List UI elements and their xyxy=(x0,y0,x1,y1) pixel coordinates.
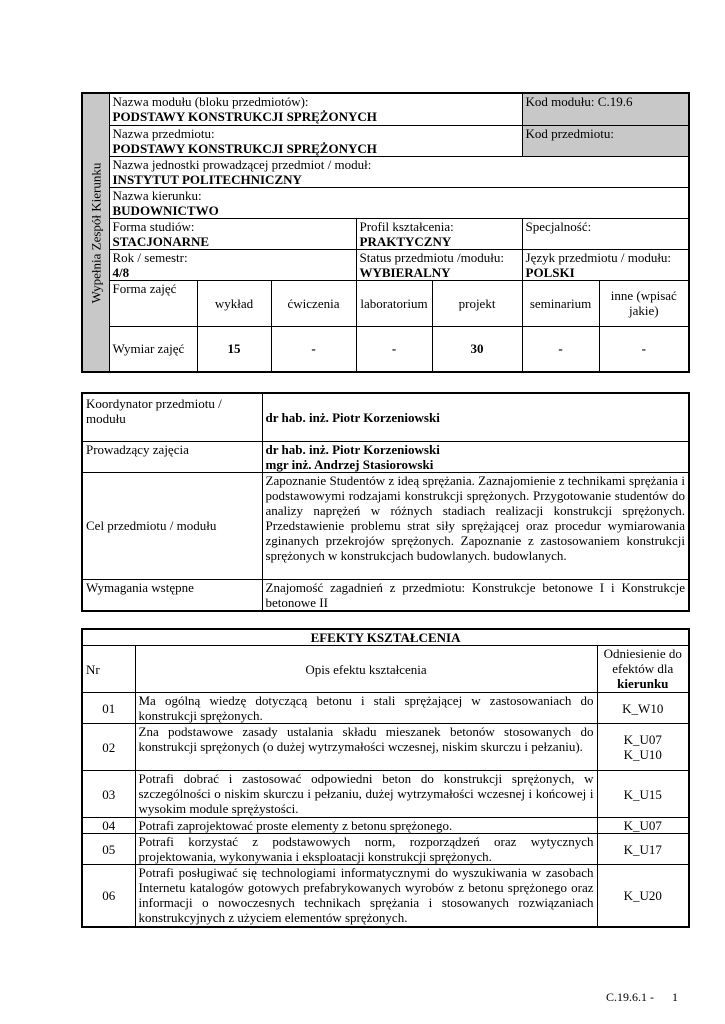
page-footer xyxy=(606,990,678,1005)
hours-laboratory: - xyxy=(356,326,432,372)
outcome-ref: K_U15 xyxy=(623,786,662,802)
page-number: 1 xyxy=(672,990,678,1004)
status-label: Status przedmiotu /modułu: xyxy=(359,249,504,265)
outcome-nr: 03 xyxy=(82,771,135,818)
outcome-row xyxy=(82,724,689,771)
side-label: Wypełnia Zespół Kierunku xyxy=(88,162,104,303)
coordinator-label: Koordynator przedmiotu / modułu xyxy=(82,393,262,441)
col-desc: Opis efektu kształcenia xyxy=(135,646,597,693)
coordinator-value: dr hab. inż. Piotr Korzeniowski xyxy=(262,393,689,441)
outcome-desc: Potrafi korzystać z podstawowych norm, rozporządzeń oraz wytycznych projektowania, wykonywania i eksploatacji konstrukcji sprężonych. xyxy=(135,834,597,865)
outcome-ref: K_U07 xyxy=(623,732,662,747)
form-lecture: wykład xyxy=(197,280,271,326)
form-laboratory: laboratorium xyxy=(356,280,432,326)
outcome-row xyxy=(82,771,689,818)
module-info-table xyxy=(81,92,690,373)
subject-name-value: PODSTAWY KONSTRUKCJI SPRĘŻONYCH xyxy=(112,140,377,156)
subject-name-label: Nazwa przedmiotu: xyxy=(112,125,215,141)
hours-label: Wymiar zajęć xyxy=(109,326,197,372)
goal-label: Cel przedmiotu / modułu xyxy=(82,472,262,579)
field-value: BUDOWNICTWO xyxy=(112,202,219,218)
year-value: 4/8 xyxy=(112,264,130,280)
specialty-label: Specjalność: xyxy=(525,218,592,234)
outcome-ref: K_U20 xyxy=(623,887,662,903)
requirements-label: Wymagania wstępne xyxy=(82,579,262,611)
course-details-table xyxy=(81,392,690,612)
subject-code-label: Kod przedmiotu: xyxy=(522,125,689,156)
field-label: Nazwa kierunku: xyxy=(112,187,202,203)
col-nr: Nr xyxy=(82,646,135,693)
outcome-desc: Potrafi zaprojektować proste elementy z betonu sprężonego. xyxy=(135,818,597,834)
outcome-nr: 01 xyxy=(82,693,135,724)
hours-lecture: 15 xyxy=(197,326,271,372)
instructors-label: Prowadzący zajęcia xyxy=(82,441,262,472)
form-project: projekt xyxy=(432,280,522,326)
hours-project: 30 xyxy=(432,326,522,372)
language-label: Język przedmiotu / modułu: xyxy=(525,249,672,265)
instructor-1: dr hab. inż. Piotr Korzeniowski xyxy=(265,441,440,457)
outcome-desc: Ma ogólną wiedzę dotyczącą betonu i stali sprężającej w zastosowaniach do konstrukcji sprężonych. xyxy=(135,693,597,724)
outcome-desc: Zna podstawowe zasady ustalania składu mieszanek betonów stosowanych do konstrukcji sprężonych (o dużej wytrzymałości wczesnej, niskim skurczu i pełzaniu). xyxy=(135,724,597,771)
form-exercises: ćwiczenia xyxy=(271,280,356,326)
outcome-nr: 02 xyxy=(82,724,135,771)
form-seminar: seminarium xyxy=(522,280,599,326)
unit-value: INSTYTUT POLITECHNICZNY xyxy=(112,171,302,187)
module-name-value: PODSTAWY KONSTRUKCJI SPRĘŻONYCH xyxy=(112,109,377,124)
outcome-row xyxy=(82,693,689,724)
outcome-desc: Potrafi dobrać i zastosować odpowiedni beton do konstrukcji sprężonych, w szczególności o niskim skurczu i pełzaniu, dużej wytrzymałości wczesnej i końcowej i wysokim module sprężystości. xyxy=(135,771,597,818)
study-form-label: Forma studiów: xyxy=(112,218,195,234)
outcome-nr: 06 xyxy=(82,865,135,927)
footer-code: C.19.6.1 - xyxy=(606,990,654,1004)
outcome-row xyxy=(82,865,689,927)
instructor-2: mgr inż. Andrzej Stasiorowski xyxy=(265,456,434,472)
status-value: WYBIERALNY xyxy=(359,264,451,280)
learning-outcomes-table xyxy=(81,628,690,928)
hours-exercises: - xyxy=(271,326,356,372)
col-ref: Odniesienie do efektów dla xyxy=(603,646,682,676)
outcome-ref: K_U07 xyxy=(623,818,662,833)
profile-value: PRAKTYCZNY xyxy=(359,233,452,249)
hours-seminar: - xyxy=(522,326,599,372)
outcome-ref: K_U17 xyxy=(623,841,662,857)
side-label-cell xyxy=(82,93,109,372)
outcome-nr: 04 xyxy=(82,818,135,834)
outcome-nr: 05 xyxy=(82,834,135,865)
profile-label: Profil kształcenia: xyxy=(359,218,454,234)
study-form-value: STACJONARNE xyxy=(112,233,210,249)
outcomes-title: EFEKTY KSZTAŁCENIA xyxy=(82,629,689,646)
outcome-row xyxy=(82,818,689,834)
goal-value: Zapoznanie Studentów z ideą sprężania. Zaznajomienie z technikami sprężania i podstawowymi rodzajami konstrukcji sprężonych. Przygotowanie studentów do analizy naprężeń w różnych stadiach realizacji konstrukcji sprężonych. Przedstawienie problemu strat siły sprężającej oraz procedur wymiarowania zginanych przekrojów sprężonych. Zapoznanie z zastosowaniem konstrukcji sprężonych w konstrukcjach budowlanych. budowlanych. xyxy=(262,472,689,579)
language-value: POLSKI xyxy=(525,264,575,280)
module-name-label: Nazwa modułu (bloku przedmiotów): xyxy=(112,94,309,109)
outcome-ref: K_W10 xyxy=(622,700,664,716)
outcome-row xyxy=(82,834,689,865)
form-label: Forma zajęć xyxy=(109,280,197,326)
form-other: inne (wpisać jakie) xyxy=(599,280,689,326)
outcome-ref: K_U10 xyxy=(623,747,662,762)
hours-other: - xyxy=(599,326,689,372)
module-code: Kod modułu: C.19.6 xyxy=(522,93,689,125)
col-ref-bold: kierunku xyxy=(617,676,669,691)
outcome-desc: Potrafi posługiwać się technologiami informatycznymi do wyszukiwania w zasobach Internetu katalogów gotowych prefabrykowanych wyrobów z betonu sprężonego oraz informacji o nowoczesnych technikach sprężania i stosowanych rozwiązaniach konstrukcyjnych z użyciem elementów sprężonych. xyxy=(135,865,597,927)
unit-label: Nazwa jednostki prowadzącej przedmiot / moduł: xyxy=(112,156,372,172)
year-label: Rok / semestr: xyxy=(112,249,188,265)
requirements-value: Znajomość zagadnień z przedmiotu: Konstrukcje betonowe I i Konstrukcje betonowe II xyxy=(262,579,689,611)
